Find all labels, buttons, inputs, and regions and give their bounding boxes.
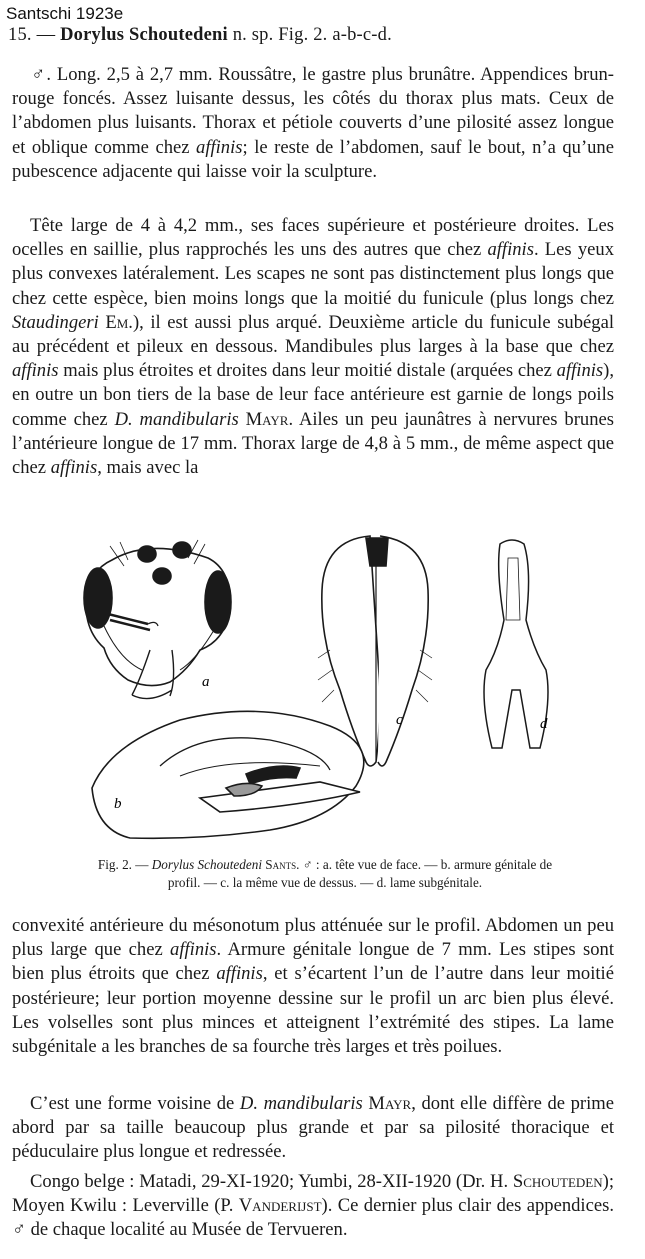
caption-author: Sants. — [265, 857, 300, 872]
figure-drawings — [0, 530, 645, 860]
p3-italic-1: affinis — [170, 939, 217, 961]
p5-text-2: ); Moyen Kwilu : Leverville (P. — [12, 1171, 614, 1217]
p5-smallcaps-2: Vanderijst — [238, 1195, 322, 1217]
caption-prefix: Fig. 2. — — [97, 857, 152, 872]
male-symbol: ♂ — [30, 64, 47, 85]
source-label: Santschi 1923e — [6, 4, 124, 23]
paragraph-thorax-genitalia — [12, 914, 614, 1059]
p2-text-1: Tête large de 4 à 4,2 mm., ses faces supérieure et postérieure droites. Les ocelles en saillie, plus rapprochés les uns des autres que chez — [12, 215, 614, 261]
p1-text-1: . Long. 2,5 à 2,7 mm. Roussâtre, le gastre plus brunâtre. Appendices brun-rouge foncés. Assez luisante dessus, les côtés du thorax plus mats. Ceux de l’abdomen plus luisants. Thorax et pétiole couverts d’une pilosité assez longue et oblique comme chez — [12, 64, 614, 158]
p2-italic-6: affinis — [50, 457, 98, 479]
p2-text-7: , mais avec la — [97, 457, 199, 479]
p5-text-1: Congo belge : Matadi, 29-XI-1920; Yumbi, 28-XII-1920 (Dr. H. — [30, 1171, 513, 1192]
p1-italic-1: affinis — [196, 136, 243, 158]
figure-caption — [90, 856, 560, 891]
paragraph-comparison — [12, 1092, 614, 1165]
heading-number: 15. — [8, 25, 32, 45]
p5-male-symbol: ♂ — [12, 1219, 26, 1241]
p2-italic-4: affinis — [556, 360, 604, 382]
p5-text-3: ). Ce dernier plus clair des appendices. — [321, 1195, 614, 1217]
p3-italic-2: affinis — [216, 963, 263, 985]
caption-part-b: b. armure génitale de profil. — c. la même vue de dessus. — d. lame subgénitale. — [167, 857, 553, 890]
p3-text-1: convexité antérieure du mésonotum plus atténuée sur le profil. Abdomen un peu plus large que chez — [12, 915, 614, 961]
p2-text-2: . Les yeux plus convexes latéralement. Les scapes ne sont pas distinctement plus longs que chez cette espèce, bien moins longs que la moitié du funicule (plus longs chez — [12, 239, 614, 309]
figure-label-a: a — [202, 674, 210, 690]
figure-label-d: d — [540, 716, 548, 732]
p3-text-3: , et s’écartent l’un de l’autre dans leur moitié postérieure; leur portion moyenne dessine sur le profil un arc bien plus élevé. Les volselles sont plus minces et atteignent l’extrémité des stipes. La lame subgénitale a les branches de sa fourche très larges et très poilues. — [12, 963, 614, 1058]
p2-italic-2: Staudingeri — [12, 311, 99, 333]
p2-italic-1: affinis — [487, 239, 534, 261]
p4-italic-1: D. mandibularis — [239, 1093, 363, 1114]
p2-text-5: ), en outre un bon tiers de la base de leur face antérieure est garnie de longs poils comme chez — [12, 360, 614, 430]
p4-text-1: C’est une forme voisine de — [30, 1093, 240, 1114]
figure-label-c: c — [396, 712, 403, 728]
p2-text-3: ), il est aussi plus arqué. Deuxième article du funicule subégal au précédent et pileux en dessous. Mandibules plus larges à la base que chez — [12, 311, 614, 358]
figure-label-b: b — [114, 796, 122, 812]
heading-species: Dorylus Schoutedeni — [60, 25, 228, 45]
paragraph-head — [12, 214, 614, 480]
p2-italic-5: D. mandibularis — [114, 408, 239, 430]
figure-2 — [0, 530, 645, 860]
p5-text-4: de chaque localité au Musée de Tervueren. — [25, 1219, 348, 1241]
p2-smallcaps-1: Em. — [105, 311, 133, 333]
p1-text-2: ; le reste de l’abdomen, sauf le bout, n’a qu’une pubescence adjacente qui laisse voir la sculpture. — [12, 136, 614, 182]
caption-part-a: : a. tête vue de face. — — [312, 857, 441, 872]
p3-text-2: . Armure génitale longue de 7 mm. Les stipes sont bien plus étroits que chez — [12, 939, 614, 985]
heading-dash: — — [36, 25, 56, 45]
p5-smallcaps-1: Schouteden — [512, 1171, 603, 1192]
p2-smallcaps-2: Mayr — [245, 408, 289, 430]
p2-text-6: . Ailes un peu jaunâtres à nervures brunes l’antérieure longue de 17 mm. Thorax large de 4,8 à 5 mm., de même aspect que chez — [12, 408, 614, 479]
p2-italic-3: affinis — [12, 360, 59, 382]
species-heading — [8, 23, 628, 47]
paragraph-description — [12, 63, 614, 184]
paragraph-localities — [12, 1170, 614, 1243]
drawing-b-genitalia-profile — [92, 711, 364, 838]
p2-text-4: mais plus étroites et droites dans leur moitié distale (arquées chez — [58, 360, 557, 382]
p4-text-2: , dont elle diffère de prime abord par sa taille beaucoup plus grande et par sa pilosité thoracique et péduculaire plus longue et redressée. — [12, 1093, 614, 1163]
caption-species: Dorylus Schoutedeni — [151, 857, 262, 872]
heading-suffix: n. sp. Fig. 2. a-b-c-d. — [232, 25, 392, 45]
drawing-d-subgenital-plate — [484, 540, 548, 748]
caption-male-symbol: ♂ — [302, 857, 313, 872]
p4-smallcaps-1: Mayr — [368, 1093, 412, 1114]
